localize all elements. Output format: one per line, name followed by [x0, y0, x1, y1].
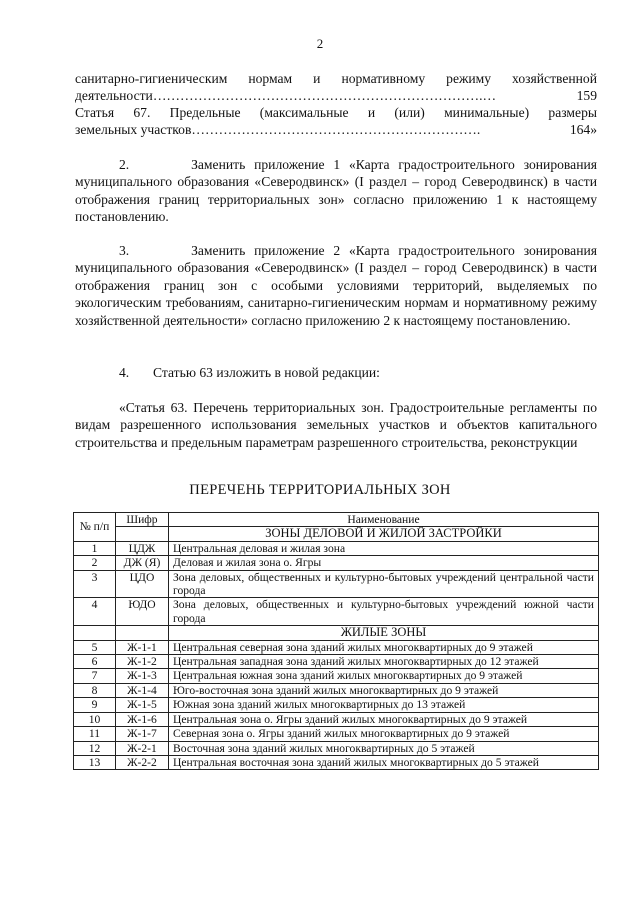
toc-line-2-page: 159: [576, 88, 597, 103]
row-name: Центральная зона о. Ягры зданий жилых многоквартирных до 9 этажей: [169, 712, 599, 726]
article-paragraph: «Статья 63. Перечень территориальных зон. Градостроительные регламенты по видам разрешенного использования земельных участков и объектов капитального строительства и предельным параметрам разрешенного строительства, реконструкции: [75, 400, 597, 450]
row-num: 11: [74, 727, 116, 741]
row-code: Ж-2-2: [116, 755, 169, 769]
table-row: [74, 541, 599, 555]
item-3-number: 3.: [119, 243, 130, 258]
row-num: 3: [74, 570, 116, 598]
table-row: [74, 698, 599, 712]
table-title: ПЕРЕЧЕНЬ ТЕРРИТОРИАЛЬНЫХ ЗОН: [189, 482, 451, 498]
item-4: [75, 364, 597, 381]
section-row: [74, 527, 599, 541]
row-code: Ж-1-6: [116, 712, 169, 726]
item-2-text: Заменить приложение 1 «Карта градостроительного зонирования муниципального образования «Северодвинск» (I раздел – город Северодвинск) в части отображения границ территориальных зон» согласно приложению 1 к настоящему постановлению.: [75, 157, 597, 225]
table-row: [74, 727, 599, 741]
table-row: [74, 570, 599, 598]
table-row: [74, 556, 599, 570]
row-name: Центральная северная зона зданий жилых многоквартирных до 9 этажей: [169, 640, 599, 654]
row-name: Центральная западная зона зданий жилых многоквартирных до 12 этажей: [169, 655, 599, 669]
row-num: 6: [74, 655, 116, 669]
row-code: Ж-1-5: [116, 698, 169, 712]
row-name: Центральная южная зона зданий жилых многоквартирных до 9 этажей: [169, 669, 599, 683]
item-3-text: Заменить приложение 2 «Карта градостроительного зонирования муниципального образования «Северодвинск» (I раздел – город Северодвинск) в части отображения границ зон с особыми условиями территорий, выделяемых по экологическим требованиям, санитарно-гигиеническим нормам и нормативному режиму хозяйственной деятельности» согласно приложению 2 к настоящему постановлению.: [75, 243, 597, 328]
row-num: 7: [74, 669, 116, 683]
row-name: Центральная деловая и жилая зона: [169, 541, 599, 555]
table-row: [74, 655, 599, 669]
row-code: Ж-1-4: [116, 683, 169, 697]
table-row: [74, 669, 599, 683]
toc-line-4-page: 164»: [569, 122, 597, 137]
zones-table: [73, 512, 599, 770]
item-3: [75, 242, 597, 329]
row-code: ЮДО: [116, 598, 169, 626]
section-title: ЖИЛЫЕ ЗОНЫ: [169, 626, 599, 640]
toc-line-2-text: деятельности: [75, 88, 153, 103]
table-row: [74, 755, 599, 769]
toc-line-4-dots: ……………………………………………………….: [191, 122, 481, 137]
row-num: 5: [74, 640, 116, 654]
table-header-row: [74, 513, 599, 527]
section-title: ЗОНЫ ДЕЛОВОЙ И ЖИЛОЙ ЗАСТРОЙКИ: [169, 527, 599, 541]
table-row: [74, 598, 599, 626]
section-code-blank: [116, 626, 169, 640]
row-num: 12: [74, 741, 116, 755]
row-name: Северная зона о. Ягры зданий жилых многоквартирных до 9 этажей: [169, 727, 599, 741]
header-name: Наименование: [169, 513, 599, 527]
row-num: 2: [74, 556, 116, 570]
section-num-blank: [74, 626, 116, 640]
section-code-blank: [116, 527, 169, 541]
header-num: № п/п: [74, 513, 116, 542]
row-code: ДЖ (Я): [116, 556, 169, 570]
item-2: [75, 156, 597, 226]
row-code: Ж-1-3: [116, 669, 169, 683]
row-name: Деловая и жилая зона о. Ягры: [169, 556, 599, 570]
toc-line-2-dots: ……………………………………………………………….…: [152, 88, 497, 103]
table-row: [74, 741, 599, 755]
item-4-number: 4.: [119, 365, 130, 380]
table-row: [74, 683, 599, 697]
section-row: [74, 626, 599, 640]
row-name: Зона деловых, общественных и культурно-бытовых учреждений центральной части города: [169, 570, 599, 598]
row-num: 9: [74, 698, 116, 712]
row-code: ЦДО: [116, 570, 169, 598]
row-code: Ж-1-1: [116, 640, 169, 654]
row-code: ЦДЖ: [116, 541, 169, 555]
row-name: Восточная зона зданий жилых многоквартирных до 5 этажей: [169, 741, 599, 755]
table-row: [74, 712, 599, 726]
toc-line-2: [75, 87, 597, 104]
toc-line-1: санитарно-гигиеническим нормам и нормативному режиму хозяйственной: [75, 71, 597, 86]
row-num: 4: [74, 598, 116, 626]
row-name: Южная зона зданий жилых многоквартирных до 13 этажей: [169, 698, 599, 712]
toc-line-4-text: земельных участков: [75, 122, 192, 137]
row-num: 8: [74, 683, 116, 697]
toc-line-3: Статья 67. Предельные (максимальные и (или) минимальные) размеры: [75, 105, 597, 120]
row-name: Зона деловых, общественных и культурно-бытовых учреждений южной части города: [169, 598, 599, 626]
row-code: Ж-1-7: [116, 727, 169, 741]
row-code: Ж-1-2: [116, 655, 169, 669]
item-4-text: Статью 63 изложить в новой редакции:: [153, 365, 380, 380]
row-code: Ж-2-1: [116, 741, 169, 755]
item-2-number: 2.: [119, 157, 130, 172]
row-num: 13: [74, 755, 116, 769]
row-name: Юго-восточная зона зданий жилых многоквартирных до 9 этажей: [169, 683, 599, 697]
row-name: Центральная восточная зона зданий жилых многоквартирных до 5 этажей: [169, 755, 599, 769]
toc-line-4: [75, 121, 597, 138]
table-row: [74, 640, 599, 654]
header-code: Шифр: [116, 513, 169, 527]
row-num: 1: [74, 541, 116, 555]
row-num: 10: [74, 712, 116, 726]
page-number: 2: [316, 36, 324, 51]
